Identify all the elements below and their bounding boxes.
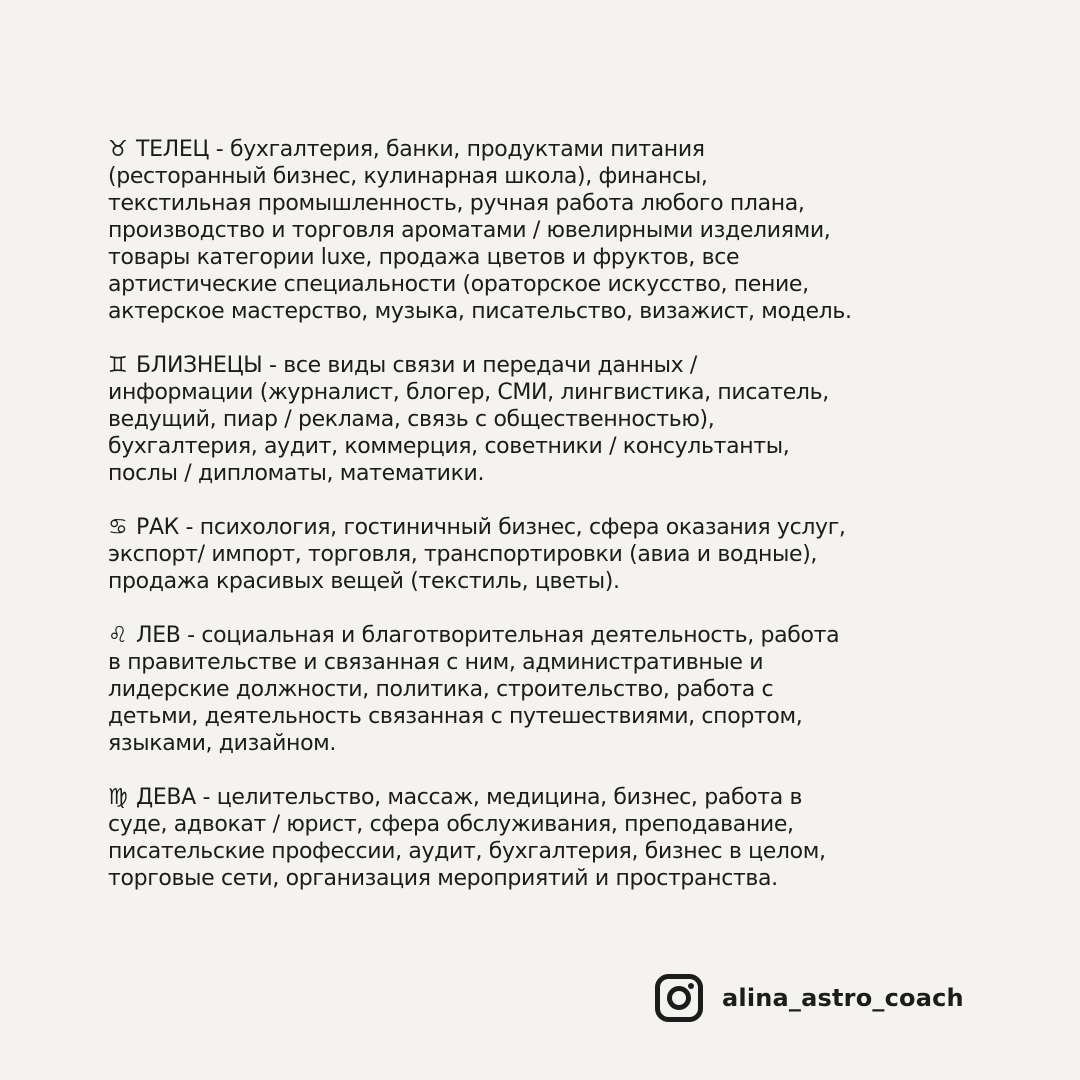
sign-line: продажа красивых вещей (текстиль, цветы). [108, 569, 620, 594]
sign-block-virgo [108, 784, 988, 892]
sign-line [108, 514, 988, 541]
instagram-handle[interactable]: alina_astro_coach [722, 984, 964, 1012]
sign-block-gemini [108, 352, 988, 487]
sign-block-leo [108, 622, 988, 757]
sign-line: производство и торговля ароматами / ювелирными изделиями, [108, 218, 831, 243]
sign-line: (ресторанный бизнес, кулинарная школа), финансы, [108, 164, 708, 189]
instagram-credit[interactable] [654, 972, 964, 1024]
sign-line [108, 622, 988, 649]
sign-block-cancer [108, 514, 988, 595]
virgo-icon: ♍ [108, 785, 135, 810]
sign-block-taurus [108, 136, 988, 325]
sign-line: актерское мастерство, музыка, писательство, визажист, модель. [108, 299, 852, 324]
sign-line: артистические специальности (ораторское искусство, пение, [108, 272, 809, 297]
sign-text: ТЕЛЕЦ - бухгалтерия, банки, продуктами питания [136, 137, 705, 162]
sign-line: детьми, деятельность связанная с путешествиями, спортом, [108, 704, 803, 729]
sign-line: ведущий, пиар / реклама, связь с общественностью), [108, 407, 715, 432]
sign-line [108, 352, 988, 379]
sign-line: товары категории luxe, продажа цветов и фруктов, все [108, 245, 740, 270]
instagram-icon[interactable] [654, 973, 704, 1023]
sign-line: суде, адвокат / юрист, сфера обслуживания, преподавание, [108, 812, 794, 837]
sign-line [108, 136, 988, 163]
sign-line: торговые сети, организация мероприятий и пространства. [108, 866, 778, 891]
sign-text: БЛИЗНЕЦЫ - все виды связи и передачи данных / [136, 353, 697, 378]
zodiac-professions-list [108, 136, 988, 919]
gemini-icon: ♊ [108, 353, 135, 378]
sign-line: в правительстве и связанная с ним, административные и [108, 650, 764, 675]
sign-line: экспорт/ импорт, торговля, транспортировки (авиа и водные), [108, 542, 818, 567]
sign-line: текстильная промышленность, ручная работа любого плана, [108, 191, 805, 216]
leo-icon: ♌ [108, 623, 135, 648]
taurus-icon: ♉ [108, 137, 135, 162]
sign-text: ДЕВА - целительство, массаж, медицина, бизнес, работа в [136, 785, 803, 810]
sign-line: языками, дизайном. [108, 731, 337, 756]
sign-line: лидерские должности, политика, строительство, работа с [108, 677, 774, 702]
sign-line: бухгалтерия, аудит, коммерция, советники / консультанты, [108, 434, 790, 459]
sign-text: РАК - психология, гостиничный бизнес, сфера оказания услуг, [136, 515, 846, 540]
sign-line: информации (журналист, блогер, СМИ, лингвистика, писатель, [108, 380, 829, 405]
sign-line [108, 784, 988, 811]
sign-line: послы / дипломаты, математики. [108, 461, 485, 486]
sign-text: ЛЕВ - социальная и благотворительная деятельность, работа [136, 623, 840, 648]
sign-line: писательские профессии, аудит, бухгалтерия, бизнес в целом, [108, 839, 826, 864]
cancer-icon: ♋ [108, 515, 135, 540]
